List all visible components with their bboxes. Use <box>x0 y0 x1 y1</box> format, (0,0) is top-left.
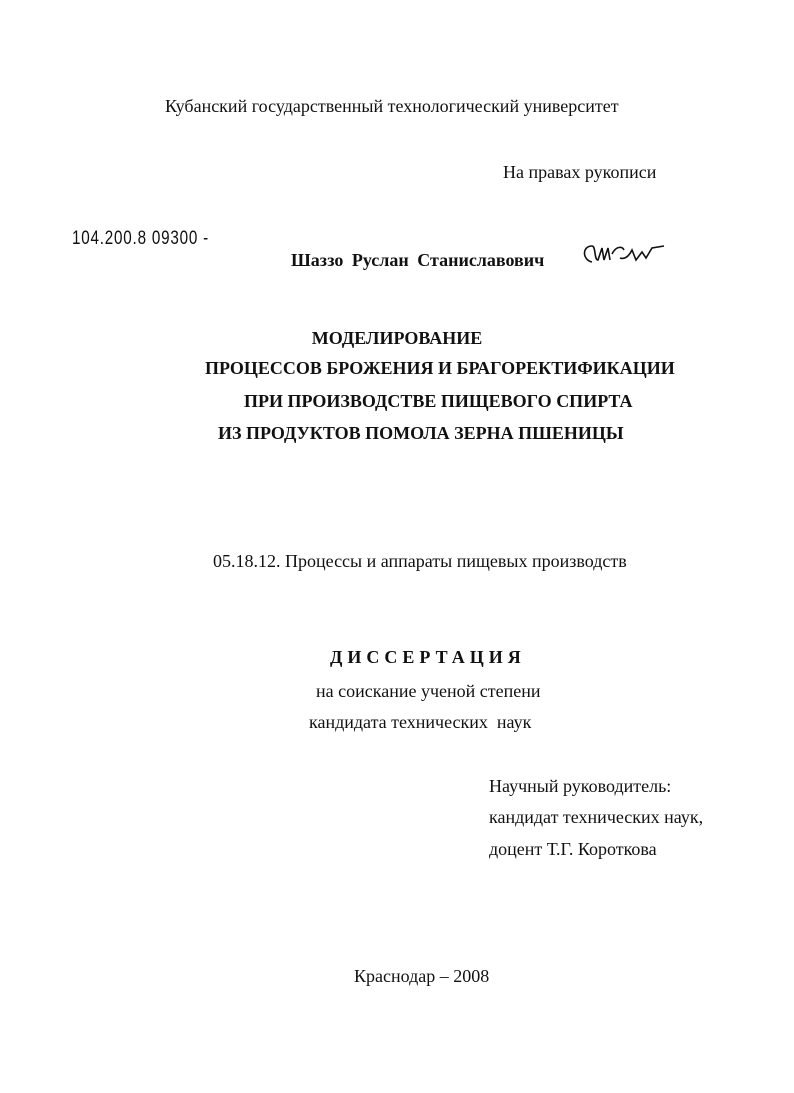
title-line-4: ИЗ ПРОДУКТОВ ПОМОЛА ЗЕРНА ПШЕНИЦЫ <box>218 423 624 443</box>
supervisor-label: Научный руководитель: <box>489 776 672 796</box>
manuscript-note: На правах рукописи <box>503 162 657 182</box>
signature <box>580 240 670 270</box>
title-line-1: МОДЕЛИРОВАНИЕ <box>311 328 483 348</box>
title-line-3: ПРИ ПРОИЗВОДСТВЕ ПИЩЕВОГО СПИРТА <box>244 391 633 411</box>
city-year: Краснодар – 2008 <box>354 966 490 986</box>
author-name: Шаззо Руслан Станиславович <box>291 250 545 270</box>
document-type: ДИССЕРТАЦИЯ <box>330 647 526 667</box>
university: Кубанский государственный технологический университет <box>165 96 619 116</box>
supervisor-degree: кандидат технических наук, <box>489 807 704 827</box>
supervisor-name: доцент Т.Г. Короткова <box>489 839 657 859</box>
registry-stamp: 104.200.8 09300 - <box>72 228 209 249</box>
degree-line-2: кандидата технических наук <box>309 712 532 732</box>
specialty: 05.18.12. Процессы и аппараты пищевых производств <box>213 551 627 571</box>
degree-line-1: на соискание ученой степени <box>316 681 541 701</box>
title-line-2: ПРОЦЕССОВ БРОЖЕНИЯ И БРАГОРЕКТИФИКАЦИИ <box>205 358 675 378</box>
